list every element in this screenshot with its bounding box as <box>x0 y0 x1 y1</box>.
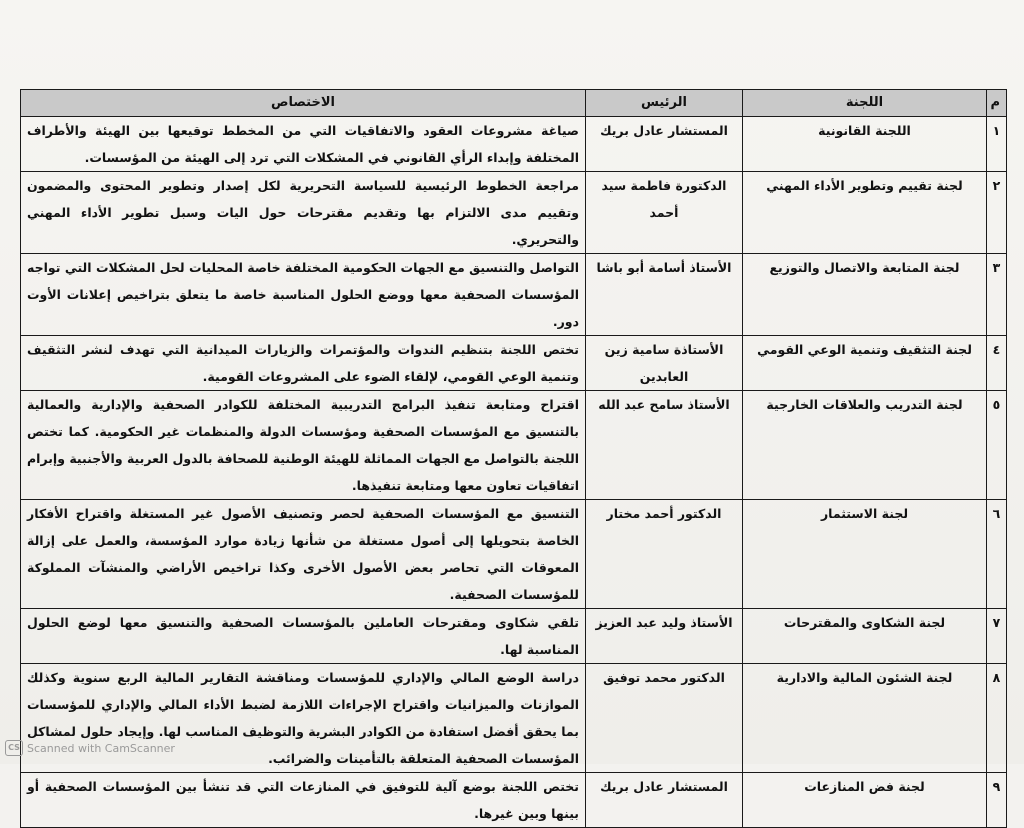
committee-specialization: التنسيق مع المؤسسات الصحفية لحصر وتصنيف الأصول غير المستغلة واقتراح الأفكار الخاصة بتحويلها إلى أصول مستغلة من شأنها زيادة موارد المؤسسة، والعمل على إزالة المعوقات التي تحاصر بعض الأصول الأخرى وكذا تراخيص الأراضي والمنشآت المملوكة للمؤسسات الصحفية. <box>21 500 586 609</box>
committee-name: لجنة التثقيف وتنمية الوعي القومي <box>743 336 987 391</box>
camscanner-logo-icon: CS <box>5 740 23 756</box>
committee-head: الأستاذ وليد عبد العزيز <box>586 609 743 664</box>
committee-name: لجنة تقييم وتطوير الأداء المهني <box>743 172 987 254</box>
header-specialization: الاختصاص <box>21 90 586 117</box>
row-number: ٧ <box>987 609 1007 664</box>
header-committee: اللجنة <box>743 90 987 117</box>
row-number: ٤ <box>987 336 1007 391</box>
table-row <box>21 664 1007 773</box>
header-number: م <box>987 90 1007 117</box>
committees-table <box>20 89 1007 828</box>
committee-head: الأستاذة سامية زين العابدين <box>586 336 743 391</box>
row-number: ٩ <box>987 773 1007 828</box>
scanner-watermark <box>5 740 175 756</box>
committee-specialization: صياغة مشروعات العقود والاتفاقيات التي من المخطط توقيعها بين الهيئة والأطراف المختلفة وإبداء الرأي القانوني في المشكلات التي ترد إلى الهيئة من المؤسسات. <box>21 117 586 172</box>
committee-specialization: تلقي شكاوى ومقترحات العاملين بالمؤسسات الصحفية والتنسيق معها لوضع الحلول المناسبة لها. <box>21 609 586 664</box>
committee-name: لجنة الاستثمار <box>743 500 987 609</box>
committee-specialization: دراسة الوضع المالي والإداري للمؤسسات ومناقشة التقارير المالية الربع سنوية وكذلك الموازنات والميزانيات واقتراح الإجراءات اللازمة لضبط الأداء المالي والإداري للمؤسسات بما يحقق أفضل استفادة من الكوادر البشرية والتوظيف المناسب لها. وإيجاد حلول لمشاكل المؤسسات الصحفية المتعلقة بالتأمينات والضرائب. <box>21 664 586 773</box>
committee-name: لجنة الشئون المالية والادارية <box>743 664 987 773</box>
committee-specialization: تختص اللجنة بوضع آلية للتوفيق في المنازعات التي قد تنشأ بين المؤسسات الصحفية أو بينها وبين غيرها. <box>21 773 586 828</box>
table-row <box>21 336 1007 391</box>
committee-name: لجنة التدريب والعلاقات الخارجية <box>743 391 987 500</box>
row-number: ١ <box>987 117 1007 172</box>
table-row <box>21 609 1007 664</box>
table-row <box>21 773 1007 828</box>
committee-name: لجنة الشكاوى والمقترحات <box>743 609 987 664</box>
scanner-text: Scanned with CamScanner <box>27 741 175 755</box>
table-row <box>21 254 1007 336</box>
committee-head: المستشار عادل بريك <box>586 773 743 828</box>
table-header-row <box>21 90 1007 117</box>
committee-head: الدكتورة فاطمة سيد أحمد <box>586 172 743 254</box>
committee-specialization: التواصل والتنسيق مع الجهات الحكومية المختلفة خاصة المحليات لحل المشكلات التي تواجه المؤسسات الصحفية معها ووضع الحلول المناسبة خاصة ما يتعلق بتراخيص إعلانات الأوت دور. <box>21 254 586 336</box>
committee-head: الأستاذ سامح عبد الله <box>586 391 743 500</box>
row-number: ٣ <box>987 254 1007 336</box>
committee-head: الأستاذ أسامة أبو باشا <box>586 254 743 336</box>
table-row <box>21 117 1007 172</box>
table-row <box>21 391 1007 500</box>
committee-head: الدكتور محمد توفيق <box>586 664 743 773</box>
row-number: ٥ <box>987 391 1007 500</box>
committee-specialization: مراجعة الخطوط الرئيسية للسياسة التحريرية لكل إصدار وتطوير المحتوى والمضمون وتقييم مدى الالتزام بها وتقديم مقترحات حول اليات وسبل تطوير الأداء المهني والتحريري. <box>21 172 586 254</box>
row-number: ٦ <box>987 500 1007 609</box>
committee-head: المستشار عادل بريك <box>586 117 743 172</box>
committee-specialization: تختص اللجنة بتنظيم الندوات والمؤتمرات والزيارات الميدانية التي تهدف لنشر التثقيف وتنمية الوعي القومي، لإلقاء الضوء على المشروعات القومية. <box>21 336 586 391</box>
table-row <box>21 500 1007 609</box>
row-number: ٨ <box>987 664 1007 773</box>
committee-name: لجنة فض المنازعات <box>743 773 987 828</box>
committee-name: لجنة المتابعة والاتصال والتوزيع <box>743 254 987 336</box>
table-row <box>21 172 1007 254</box>
committee-specialization: اقتراح ومتابعة تنفيذ البرامج التدريبية المختلفة للكوادر الصحفية والإدارية والعمالية بالتنسيق مع المؤسسات الصحفية ومؤسسات الدولة والمنظمات غير الحكومية. كما تختص اللجنة بالتواصل مع الجهات المماثلة للهيئة الوطنية للصحافة بالدول العربية والأجنبية وإبرام اتفاقيات تعاون معها ومتابعة تنفيذها. <box>21 391 586 500</box>
row-number: ٢ <box>987 172 1007 254</box>
committee-name: اللجنة القانونية <box>743 117 987 172</box>
committee-head: الدكتور أحمد مختار <box>586 500 743 609</box>
header-head: الرئيس <box>586 90 743 117</box>
